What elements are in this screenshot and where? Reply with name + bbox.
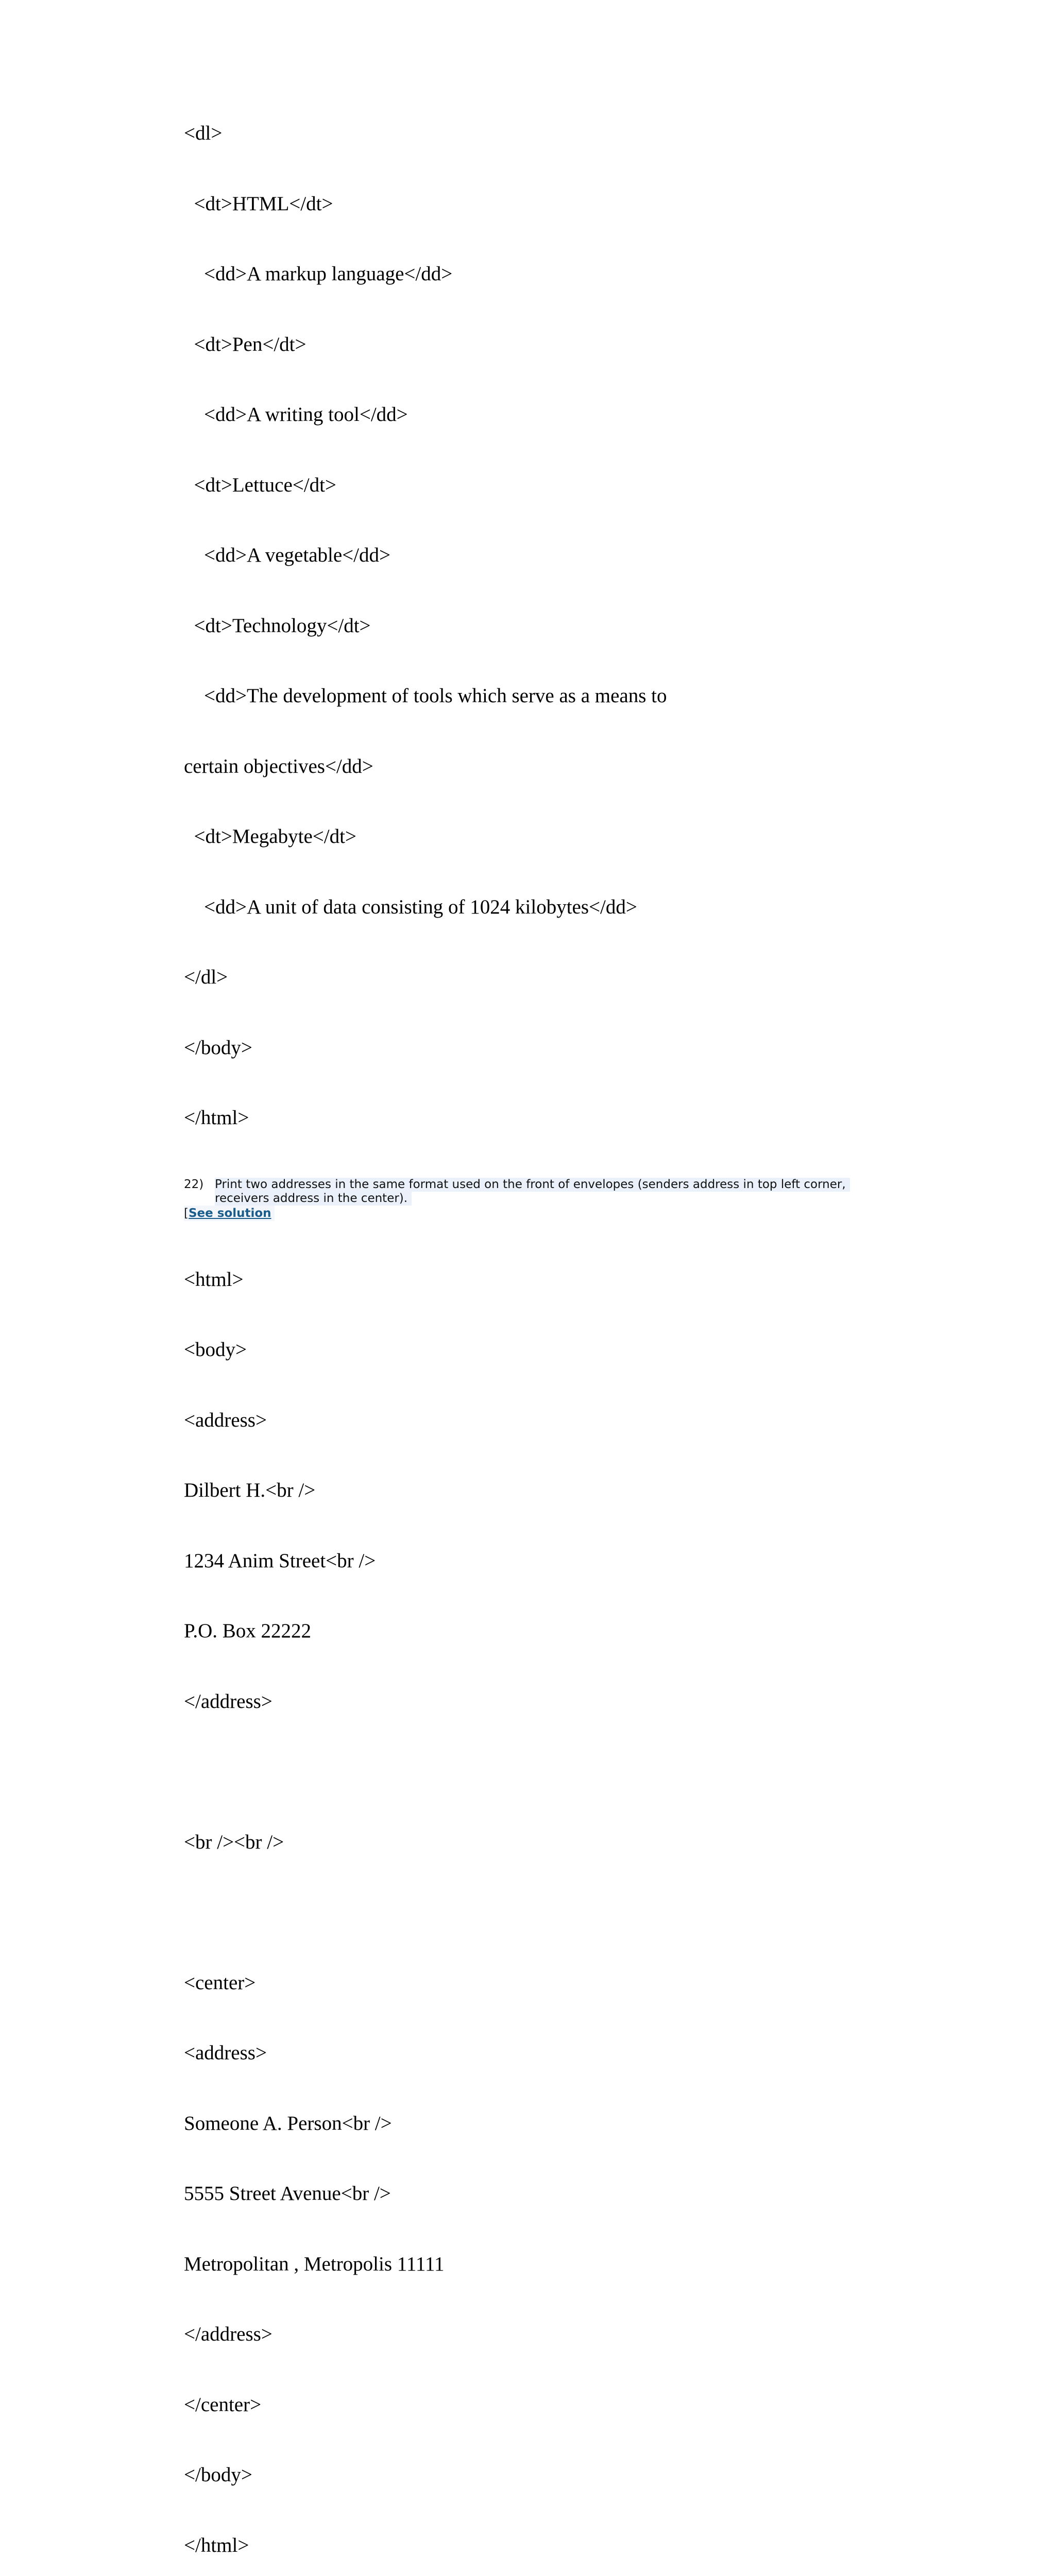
code-line: </body> [184, 2463, 905, 2487]
code-line: <dd>A vegetable</dd> [184, 544, 905, 567]
code-line: <dt>Lettuce</dt> [184, 473, 905, 497]
code-block-definition-list [184, 75, 905, 1177]
question-number: 22) [184, 1178, 215, 1192]
code-line: <dd>A markup language</dd> [184, 262, 905, 286]
code-line: </center> [184, 2393, 905, 2417]
solution-bracket: [ [184, 1207, 189, 1220]
code-line: 1234 Anim Street<br /> [184, 1549, 905, 1573]
blank-line [184, 1901, 905, 1924]
see-solution-link[interactable]: See solution [189, 1207, 271, 1220]
code-line: <dd>The development of tools which serve as a means to [184, 684, 905, 708]
question-text-line-1: Print two addresses in the same format used on the front of envelopes (senders address in top left corner, [215, 1178, 850, 1192]
solution-link-container [184, 1206, 275, 1221]
code-line: Dilbert H.<br /> [184, 1479, 905, 1502]
code-line: 5555 Street Avenue<br /> [184, 2182, 905, 2206]
document-page [184, 75, 905, 2576]
code-line: <br /><br /> [184, 1831, 905, 1854]
code-line: </body> [184, 1036, 905, 1060]
code-line: <body> [184, 1338, 905, 1362]
code-line: </dl> [184, 965, 905, 989]
code-line: </html> [184, 2534, 905, 2557]
question-22 [184, 1178, 905, 1221]
code-line: <dd>A unit of data consisting of 1024 kilobytes</dd> [184, 895, 905, 919]
blank-line [184, 1760, 905, 1784]
code-line: <html> [184, 1268, 905, 1292]
code-line: <dt>HTML</dt> [184, 192, 905, 216]
code-line: <dd>A writing tool</dd> [184, 403, 905, 427]
code-line: <address> [184, 2041, 905, 2065]
code-line: </html> [184, 1106, 905, 1130]
code-line: <dt>Technology</dt> [184, 614, 905, 638]
code-line: <dt>Megabyte</dt> [184, 825, 905, 849]
code-line: <dl> [184, 122, 905, 145]
code-line: P.O. Box 22222 [184, 1619, 905, 1643]
code-line: </address> [184, 1690, 905, 1714]
code-line: <center> [184, 1971, 905, 1995]
code-line: <dt>Pen</dt> [184, 333, 905, 357]
code-line: </address> [184, 2323, 905, 2346]
code-line: certain objectives</dd> [184, 755, 905, 778]
code-line: Someone A. Person<br /> [184, 2112, 905, 2136]
code-line: Metropolitan , Metropolis 11111 [184, 2252, 905, 2276]
code-block-addresses [184, 1221, 905, 2576]
code-line: <address> [184, 1409, 905, 1432]
question-text-line-2: receivers address in the center). [215, 1192, 412, 1206]
